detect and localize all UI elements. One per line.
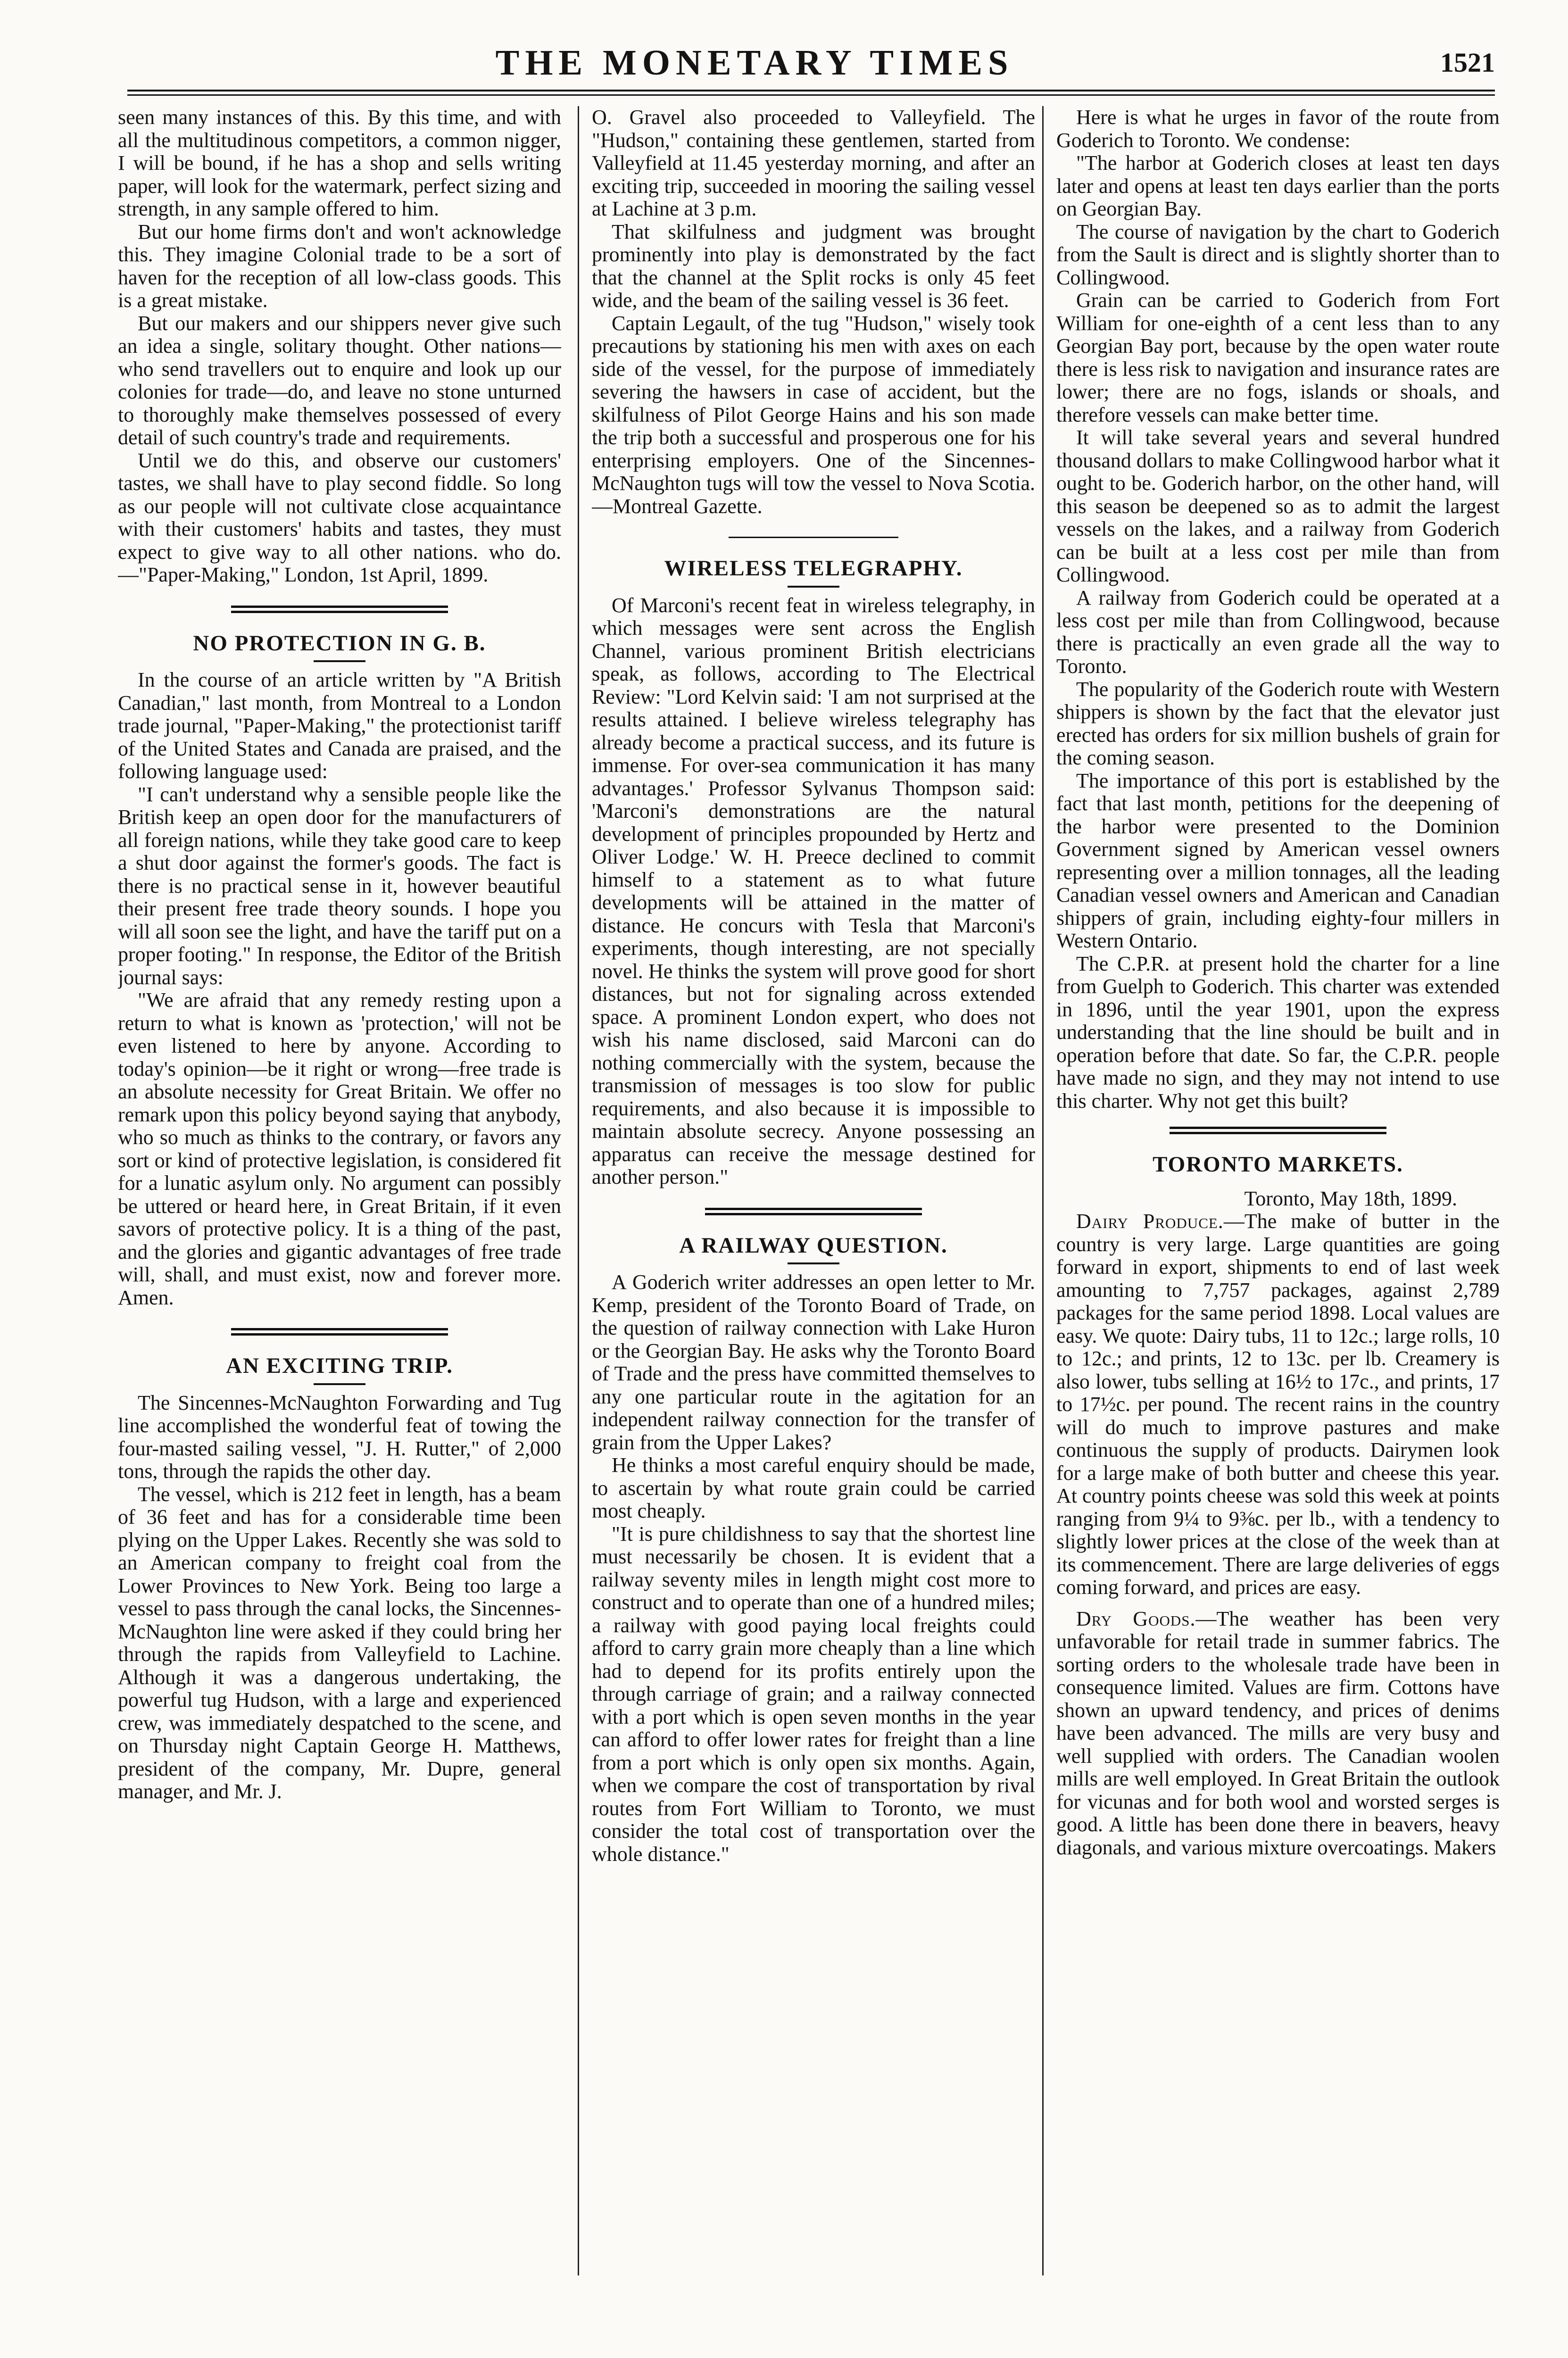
paragraph: A Goderich writer addresses an open letter to Mr. Kemp, president of the Toronto Board of Trade, on the question of railway connection with Lake Huron or the Georgian Bay. He asks why the Toronto Board of Trade and the press have committed themselves to any one particular route in the agitation for an independent railway connection for the transfer of grain from the Upper Lakes? <box>592 1270 1035 1454</box>
paragraph: "We are afraid that any remedy resting upon a return to what is known as 'protection,' will not be even listened to here by anyone. According to today's opinion—be it right or wrong—free trade is an absolute necessity for Great Britain. We offer no remark upon this policy beyond saying that anybody, who so much as thinks to the contrary, or favors any sort or kind of protective legislation, is considered fit for a lunatic asylum only. No argument can possibly be uttered or heard here, in Great Britain, if it even savors of protective policy. It is a thing of the past, and the glories and gigantic advantages of free trade will, shall, and must exist, now and forever more. Amen. <box>118 988 561 1309</box>
heading-rule <box>788 1262 839 1264</box>
paragraph <box>1056 1210 1500 1599</box>
section-divider <box>1170 1127 1386 1134</box>
paragraph: The Sincennes-McNaughton Forwarding and Tug line accomplished the wonderful feat of towing the four-masted sailing vessel, "J. H. Rutter," of 2,000 tons, through the rapids the other day. <box>118 1391 561 1483</box>
masthead-title: THE MONETARY TIMES <box>495 43 1014 83</box>
article-heading-exciting-trip: AN EXCITING TRIP. <box>226 1353 453 1378</box>
article-heading-protection: NO PROTECTION IN G. B. <box>193 631 486 656</box>
paragraph-text: —The make of butter in the country is very large. Large quantities are going forward in export, shipments to end of last week amounting to 7,757 packages, against 2,789 packages for the same period 1898. Local values are easy. We quote: Dairy tubs, 11 to 12c.; large rolls, 10 to 12c.; and prints, 12 to 13c. per lb. Creamery is also lower, tubs selling at 16½ to 17c., and prints, 17 to 17½c. per pound. The recent rains in the country will do much to improve pastures and make continuous the supply of products. Dairymen look for a large make of both butter and cheese this year. At country points cheese was sold this week at points ranging from 9¼ to 9⅜c. per lb., with a tendency to slightly lower prices at the close of the week than at its commencement. There are large deliveries of eggs coming forward, and prices are easy. <box>1056 1210 1500 1599</box>
paragraph: It will take several years and several hundred thousand dollars to make Collingwood harbor what it ought to be. Goderich harbor, on the other hand, will this season be deepened so as to admit the largest vessels on the lakes, and a railway from Goderich can be built at a less cost per mile than from Collingwood. <box>1056 426 1500 586</box>
paragraph: Here is what he urges in favor of the route from Goderich to Toronto. We condense: <box>1056 106 1500 152</box>
heading-rule <box>788 586 839 588</box>
paragraph: The vessel, which is 212 feet in length, has a beam of 36 feet and has for a considerable time been plying on the Upper Lakes. Recently she was sold to an American company to freight coal from the Lower Provinces to New York. Being too large a vessel to pass through the canal locks, the Sincennes-McNaughton line were asked if they could bring her through the rapids from Valleyfield to Lachine. Although it was a dangerous undertaking, the powerful tug Hudson, with a large and experienced crew, was immediately despatched to the scene, and on Thursday night Captain George H. Matthews, president of the company, Mr. Dupre, general manager, and Mr. J. <box>118 1482 561 1803</box>
paragraph: Until we do this, and observe our customers' tastes, we shall have to play second fiddle. So long as our people will not cultivate close acquaintance with their customers' habits and tastes, they must expect to give way to all other nations. who do.—"Paper-Making," London, 1st April, 1899. <box>118 448 561 586</box>
heading-rule <box>314 1383 365 1385</box>
article-heading-wireless: WIRELESS TELEGRAPHY. <box>664 556 963 581</box>
paragraph: Of Marconi's recent feat in wireless telegraphy, in which messages were sent across the English Channel, various prominent British electricians speak, as follows, according to The Electrical Review: "Lord Kelvin said: 'I am not surprised at the results attained. I believe wireless telegraphy has already become a practical success, and its future is immense. For over-sea communication it has many advantages.' Professor Sylvanus Thompson said: 'Marconi's demonstrations are the natural development of principles propounded by Hertz and Oliver Lodge.' W. H. Preece declined to commit himself to a statement as to what future developments will be attained in the matter of distance. He concurs with Tesla that Marconi's experiments, though interesting, are not specially novel. He thinks the system will prove good for short distances, but not for signaling across extended space. A prominent London expert, who does not wish his name disclosed, said Marconi can do nothing commercially with the system, because the transmission of messages is too slow for public requirements, and also because it is impossible to maintain absolute secrecy. Anyone possessing an apparatus can receive the message destined for another person." <box>592 593 1035 1188</box>
paragraph: "It is pure childishness to say that the shortest line must necessarily be chosen. It is evident that a railway seventy miles in length might cost more to construct and to operate than one of a hundred miles; a railway with good paying local freights could afford to carry grain more cheaply than a line which had to depend for its profits entirely upon the through carriage of grain; and a railway connected with a port which is open seven months in the year can afford to offer lower rates for freight than a line from a port which is only open six months. Again, when we compare the cost of transportation by rival routes from Fort William to Toronto, we must consider the total cost of transportation over the whole distance." <box>592 1522 1035 1866</box>
column-1 <box>118 106 561 2351</box>
paragraph: O. Gravel also proceeded to Valleyfield. The "Hudson," containing these gentlemen, started from Valleyfield at 11.45 yesterday morning, and after an exciting trip, succeeded in mooring the sailing vessel at Lachine at 3 p.m. <box>592 106 1035 220</box>
header-rule-bottom <box>127 94 1495 96</box>
column-divider-right <box>1042 106 1044 2275</box>
paragraph <box>1056 1608 1500 1860</box>
paragraph: The popularity of the Goderich route with Western shippers is shown by the fact that the elevator just erected has orders for six million bushels of grain for the coming season. <box>1056 677 1500 769</box>
section-divider <box>231 606 448 613</box>
section-divider <box>705 1208 922 1215</box>
header-rule-top <box>127 90 1495 91</box>
paragraph: Captain Legault, of the tug "Hudson," wisely took precautions by stationing his men with axes on each side of the vessel, for the purpose of immediately severing the hawsers in case of accident, but the skilfulness of Pilot George Hains and his son made the trip both a successful and prosperous one for his enterprising employers. One of the Sincennes-McNaughton tugs will tow the vessel to Nova Scotia.—Montreal Gazette. <box>592 311 1035 518</box>
paragraph: That skilfulness and judgment was brought prominently into play is demonstrated by the fact that the channel at the Split rocks is only 45 feet wide, and the beam of the sailing vessel is 36 feet. <box>592 220 1035 312</box>
column-3 <box>1056 106 1500 2351</box>
paragraph: He thinks a most careful enquiry should be made, to ascertain by what route grain could be carried most cheaply. <box>592 1453 1035 1522</box>
paragraph: Grain can be carried to Goderich from Fort William for one-eighth of a cent less than to any Georgian Bay port, because by the open water route there is less risk to navigation and insurance rates are lower; there are no fogs, islands or shoals, and therefore vessels can make better time. <box>1056 289 1500 426</box>
section-divider <box>231 1328 448 1336</box>
article-heading-railway: A RAILWAY QUESTION. <box>679 1233 948 1258</box>
heading-rule <box>314 660 365 662</box>
article-heading-markets: TORONTO MARKETS. <box>1153 1152 1403 1177</box>
dateline: Toronto, May 18th, 1899. <box>1244 1187 1457 1210</box>
paragraph: The course of navigation by the chart to Goderich from the Sault is direct and is slightly shorter than to Collingwood. <box>1056 220 1500 289</box>
column-divider-left <box>578 106 579 2275</box>
paragraph: But our makers and our shippers never give such an idea a single, solitary thought. Other nations—who send travellers out to enquire and look up our colonies for trade—do, and leave no stone unturned to thoroughly make themselves possessed of every detail of such country's trade and requirements. <box>118 311 561 449</box>
page-header <box>127 42 1495 84</box>
page-number: 1521 <box>1440 47 1495 78</box>
paragraph: "I can't understand why a sensible people like the British keep an open door for the manufacturers of all foreign nations, while they take good care to keep a shut door against the former's goods. The fact is there is no practical sense in it, however beautiful their present free trade theory sounds. I hope you will all soon see the light, and have the tariff put on a proper footing." In response, the Editor of the British journal says: <box>118 782 561 989</box>
paragraph: A railway from Goderich could be operated at a less cost per mile than from Collingwood, because there is practically an even grade all the way to Toronto. <box>1056 586 1500 678</box>
column-2 <box>592 106 1035 2351</box>
paragraph: "The harbor at Goderich closes at least ten days later and opens at least ten days earlier than the ports on Georgian Bay. <box>1056 151 1500 220</box>
section-label-dairy: Dairy Produce. <box>1076 1210 1224 1233</box>
paragraph: seen many instances of this. By this time, and with all the multitudinous competitors, a common nigger, I will be bound, if he has a shop and sells writing paper, will look for the watermark, perfect sizing and strength, in any sample offered to him. <box>118 106 561 220</box>
paragraph: In the course of an article written by "A British Canadian," last month, from Montreal to a London trade journal, "Paper-Making," the protectionist tariff of the United States and Canada are praised, and the following language used: <box>118 668 561 783</box>
paragraph-text: —The weather has been very unfavorable for retail trade in summer fabrics. The sorting orders to the wholesale trade have been in consequence limited. Values are firm. Cottons have shown an upward tendency, and prices of denims have been advanced. The mills are very busy and well supplied with orders. The Canadian woolen mills are well employed. In Great Britain the outlook for vicunas and for both wool and worsted serges is good. A little has been done there in beavers, heavy diagonals, and various mixture overcoatings. Makers <box>1056 1607 1500 1859</box>
section-label-dry-goods: Dry Goods. <box>1076 1607 1196 1630</box>
paragraph: The importance of this port is established by the fact that last month, petitions for the deepening of the harbor were presented to the Dominion Government signed by American vessel owners representing over a million tonnages, all the leading Canadian vessel owners and American and Canadian shippers of grain, including eighty-four millers in Western Ontario. <box>1056 769 1500 952</box>
paragraph: The C.P.R. at present hold the charter for a line from Guelph to Goderich. This charter was extended in 1896, until the year 1901, upon the express understanding that the line should be built and in operation before that date. So far, the C.P.R. people have made no sign, and they may not intend to use this charter. Why not get this built? <box>1056 952 1500 1113</box>
paragraph: But our home firms don't and won't acknowledge this. They imagine Colonial trade to be a sort of haven for the reception of all low-class goods. This is a great mistake. <box>118 220 561 312</box>
